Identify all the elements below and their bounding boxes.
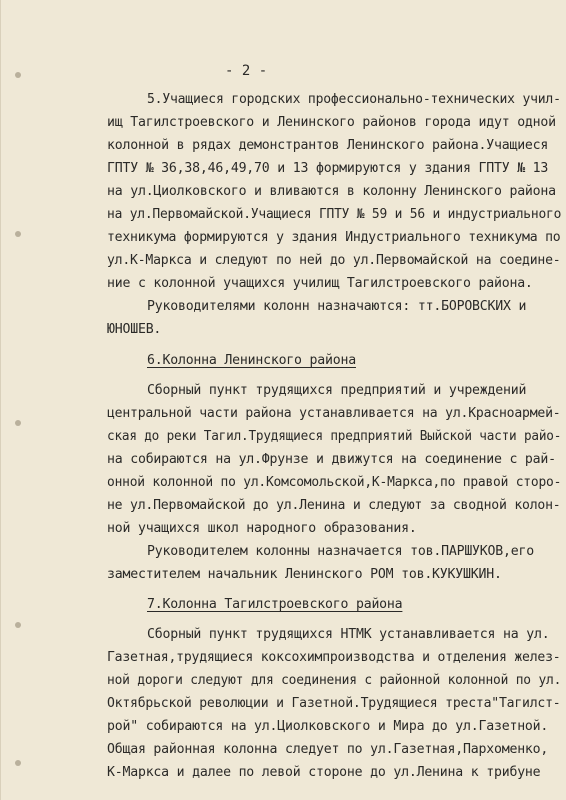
text-line: ной дороги следуют для соединения с районной колонной по ул. bbox=[107, 673, 562, 688]
text-line: Руководителями колонн назначаются: тт.БОРОВСКИХ и bbox=[147, 299, 527, 314]
text-line: К-Маркса и далее по левой стороне до ул.Ленина к трибуне bbox=[107, 765, 541, 780]
text-line: ул.К-Маркса и следуют по ней до ул.Первомайской на соедине- bbox=[107, 253, 561, 268]
text-line: ЮНОШЕВ. bbox=[107, 322, 162, 337]
text-line: 5.Учащиеся городских профессионально-технических учил- bbox=[147, 92, 561, 107]
text-line: ищ Тагилстроевского и Ленинского районов города идут одной bbox=[107, 115, 556, 130]
text-line: Сборный пункт трудящихся предприятий и учреждений bbox=[147, 383, 527, 398]
text-line: техникума формируются у здания Индустриального техникума по bbox=[107, 230, 561, 245]
text-line: ская до реки Тагил.Трудящиеся предприятий Выйской части райо- bbox=[107, 429, 562, 444]
text-line: ной учащихся школ народного образования. bbox=[107, 521, 417, 536]
text-line: Общая районная колонна следует по ул.Газетная,Пархоменко, bbox=[107, 742, 549, 757]
text-line: онной колонной по ул.Комсомольской,К-Маркса,по правой сторо- bbox=[107, 475, 562, 490]
text-line: на ул.Первомайской.Учащиеся ГПТУ № 59 и 56 и индустриального bbox=[107, 207, 562, 222]
text-line: колонной в рядах демонстрантов Ленинского района.Учащиеся bbox=[107, 138, 549, 153]
text-line: Газетная,трудящиеся коксохимпроизводства и отделения желез- bbox=[107, 650, 561, 665]
section-heading: 6.Колонна Ленинского района bbox=[147, 353, 356, 368]
text-line: центральной части района устанавливается на ул.Красноармей- bbox=[107, 406, 561, 421]
text-line: на ул.Циолковского и вливаются в колонну Ленинского района bbox=[107, 184, 556, 199]
section-heading: 7.Колонна Тагилстроевского района bbox=[147, 597, 403, 612]
text-line: рой" собираются на ул.Циолковского и Мира до ул.Газетной. bbox=[107, 719, 549, 734]
text-line: ние с колонной учащихся училищ Тагилстроевского района. bbox=[107, 276, 533, 291]
text-line: не ул.Первомайской до ул.Ленина и следуют за сводной колон- bbox=[107, 498, 561, 513]
text-line: Руководителем колонны назначается тов.ПАРШУКОВ,его bbox=[147, 544, 534, 559]
text-line: заместителем начальник Ленинского РОМ тов.КУКУШКИН. bbox=[107, 567, 502, 582]
text-line: Сборный пункт трудящихся НТМК устанавливается на ул. bbox=[147, 627, 550, 642]
text-line: на собираются на ул.Фрунзе и движутся на соединение с рай- bbox=[107, 452, 556, 467]
text-line: ГПТУ № 36,38,46,49,70 и 13 формируются у здания ГПТУ № 13 bbox=[107, 161, 549, 176]
text-line: Октябрьской революции и Газетной.Трудящиеся треста"Тагилст- bbox=[107, 696, 561, 711]
page-number: - 2 - bbox=[225, 63, 268, 79]
